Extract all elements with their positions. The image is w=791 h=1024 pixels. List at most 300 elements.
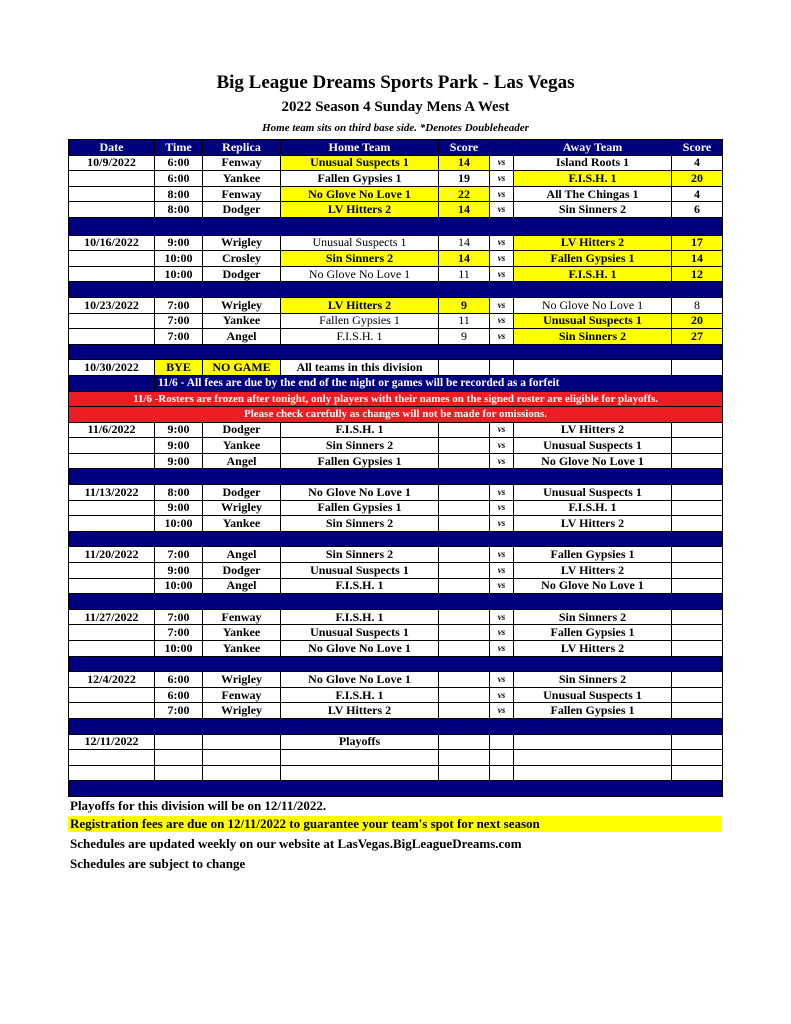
vs-label: vs xyxy=(490,625,514,641)
column-header: Away Team xyxy=(514,140,672,156)
vs-label: vs xyxy=(490,186,514,202)
away-team: No Glove No Love 1 xyxy=(514,578,672,594)
table-row xyxy=(69,186,723,202)
away-team: Sin Sinners 2 xyxy=(514,329,672,345)
away-team: F.I.S.H. 1 xyxy=(514,500,672,516)
page-title: Big League Dreams Sports Park - Las Vegas xyxy=(216,72,575,93)
empty-cell xyxy=(672,438,723,454)
game-date: 11/13/2022 xyxy=(69,485,155,501)
separator-cell xyxy=(69,718,723,734)
table-row xyxy=(69,329,723,345)
home-team: F.I.S.H. 1 xyxy=(281,609,439,625)
empty-cell xyxy=(672,609,723,625)
away-team: Unusual Suspects 1 xyxy=(514,687,672,703)
empty-cell xyxy=(439,516,490,532)
roster-notice-row xyxy=(69,391,723,407)
away-score: 27 xyxy=(672,329,723,345)
empty-cell xyxy=(69,578,155,594)
week-separator xyxy=(69,531,723,547)
away-team: Sin Sinners 2 xyxy=(514,202,672,218)
table-row xyxy=(69,563,723,579)
table-row xyxy=(69,360,723,376)
table-row xyxy=(69,609,723,625)
column-header: Date xyxy=(69,140,155,156)
separator-cell xyxy=(69,282,723,298)
vs-label: vs xyxy=(490,266,514,282)
game-field: Yankee xyxy=(203,313,281,329)
vs-label: vs xyxy=(490,500,514,516)
home-team: Fallen Gypsies 1 xyxy=(281,171,439,187)
empty-cell xyxy=(439,563,490,579)
game-field: Dodger xyxy=(203,266,281,282)
empty-cell xyxy=(69,703,155,719)
game-field: Angel xyxy=(203,453,281,469)
game-time: 8:00 xyxy=(155,485,203,501)
away-team: Unusual Suspects 1 xyxy=(514,438,672,454)
empty-cell xyxy=(514,734,672,750)
empty-cell xyxy=(69,375,155,391)
vs-label: vs xyxy=(490,672,514,688)
empty-cell xyxy=(672,578,723,594)
table-row xyxy=(69,547,723,563)
empty-cell xyxy=(69,750,155,766)
home-team: F.I.S.H. 1 xyxy=(281,578,439,594)
website-footer: Schedules are updated weekly on our website at LasVegas.BigLeagueDreams.com xyxy=(70,836,522,851)
game-time: 8:00 xyxy=(155,186,203,202)
away-score: 8 xyxy=(672,297,723,313)
away-team: Fallen Gypsies 1 xyxy=(514,547,672,563)
away-team: LV Hitters 2 xyxy=(514,235,672,251)
game-date: 11/27/2022 xyxy=(69,609,155,625)
game-time: 10:00 xyxy=(155,516,203,532)
away-team: No Glove No Love 1 xyxy=(514,297,672,313)
table-row xyxy=(69,672,723,688)
empty-cell xyxy=(203,734,281,750)
empty-cell xyxy=(155,734,203,750)
game-field: Wrigley xyxy=(203,703,281,719)
empty-cell xyxy=(281,765,439,781)
home-score: 14 xyxy=(439,155,490,171)
empty-cell xyxy=(672,485,723,501)
schedule-note: Home team sits on third base side. *Denotes Doubleheader xyxy=(262,122,529,134)
empty-cell xyxy=(69,625,155,641)
away-score: 4 xyxy=(672,155,723,171)
home-team: Sin Sinners 2 xyxy=(281,251,439,267)
vs-label: vs xyxy=(490,641,514,657)
home-team: Fallen Gypsies 1 xyxy=(281,313,439,329)
away-team: Fallen Gypsies 1 xyxy=(514,625,672,641)
table-row xyxy=(69,422,723,438)
vs-label: vs xyxy=(490,155,514,171)
empty-cell xyxy=(439,360,490,376)
home-score: 19 xyxy=(439,171,490,187)
home-score: 14 xyxy=(439,235,490,251)
separator-cell xyxy=(69,217,723,233)
week-separator xyxy=(69,217,723,233)
vs-label: vs xyxy=(490,485,514,501)
column-header: Replica xyxy=(203,140,281,156)
empty-cell xyxy=(514,360,672,376)
vs-label: vs xyxy=(490,687,514,703)
empty-cell xyxy=(672,422,723,438)
away-team: Sin Sinners 2 xyxy=(514,672,672,688)
game-field: Wrigley xyxy=(203,672,281,688)
separator-cell xyxy=(69,344,723,360)
vs-label: vs xyxy=(490,171,514,187)
table-row xyxy=(69,313,723,329)
separator-cell xyxy=(69,531,723,547)
game-field: Fenway xyxy=(203,155,281,171)
game-time: 6:00 xyxy=(155,687,203,703)
empty-cell xyxy=(439,438,490,454)
table-row xyxy=(69,453,723,469)
home-team: Sin Sinners 2 xyxy=(281,516,439,532)
vs-label: vs xyxy=(490,453,514,469)
game-date: 11/20/2022 xyxy=(69,547,155,563)
vs-label: vs xyxy=(490,235,514,251)
away-score: 14 xyxy=(672,251,723,267)
game-date: 11/6/2022 xyxy=(69,422,155,438)
empty-cell xyxy=(203,765,281,781)
away-team: LV Hitters 2 xyxy=(514,516,672,532)
roster-notice: Please check carefully as changes will not be made for omissions. xyxy=(69,407,723,423)
empty-cell xyxy=(439,765,490,781)
game-date: 12/4/2022 xyxy=(69,672,155,688)
game-time: 9:00 xyxy=(155,422,203,438)
week-separator xyxy=(69,344,723,360)
empty-cell xyxy=(69,171,155,187)
table-row xyxy=(69,251,723,267)
game-time: 7:00 xyxy=(155,297,203,313)
home-score: 11 xyxy=(439,266,490,282)
empty-cell xyxy=(672,687,723,703)
vs-label: vs xyxy=(490,563,514,579)
game-time: 7:00 xyxy=(155,703,203,719)
away-team: Sin Sinners 2 xyxy=(514,609,672,625)
table-row xyxy=(69,641,723,657)
table-row xyxy=(69,625,723,641)
fees-notice-row xyxy=(69,375,723,391)
empty-cell xyxy=(69,313,155,329)
empty-cell xyxy=(439,578,490,594)
table-row xyxy=(69,687,723,703)
away-team: Unusual Suspects 1 xyxy=(514,485,672,501)
vs-label: vs xyxy=(490,297,514,313)
game-date: 10/16/2022 xyxy=(69,235,155,251)
game-field: Yankee xyxy=(203,516,281,532)
away-team: No Glove No Love 1 xyxy=(514,453,672,469)
empty-cell xyxy=(672,750,723,766)
game-field: Dodger xyxy=(203,485,281,501)
week-separator xyxy=(69,469,723,485)
empty-cell xyxy=(439,547,490,563)
fees-notice: 11/6 - All fees are due by the end of the night or games will be recorded as a forfeit xyxy=(155,375,723,391)
game-time: 7:00 xyxy=(155,329,203,345)
table-row xyxy=(69,765,723,781)
away-team: Fallen Gypsies 1 xyxy=(514,251,672,267)
game-field: Angel xyxy=(203,578,281,594)
vs-label: vs xyxy=(490,329,514,345)
empty-cell xyxy=(439,609,490,625)
game-field: Yankee xyxy=(203,438,281,454)
table-row xyxy=(69,266,723,282)
game-date: 10/30/2022 xyxy=(69,360,155,376)
empty-cell xyxy=(439,453,490,469)
empty-cell xyxy=(672,453,723,469)
table-row xyxy=(69,734,723,750)
table-row xyxy=(69,578,723,594)
empty-cell xyxy=(672,734,723,750)
subject-footer: Schedules are subject to change xyxy=(70,856,246,871)
table-row xyxy=(69,235,723,251)
vs-label: vs xyxy=(490,516,514,532)
home-team: F.I.S.H. 1 xyxy=(281,329,439,345)
week-separator xyxy=(69,781,723,797)
home-team: Unusual Suspects 1 xyxy=(281,235,439,251)
game-time: 7:00 xyxy=(155,547,203,563)
home-team: No Glove No Love 1 xyxy=(281,485,439,501)
empty-cell xyxy=(155,750,203,766)
home-score: 14 xyxy=(439,202,490,218)
away-team: Island Roots 1 xyxy=(514,155,672,171)
game-time: 6:00 xyxy=(155,155,203,171)
away-team: LV Hitters 2 xyxy=(514,641,672,657)
home-team: Unusual Suspects 1 xyxy=(281,155,439,171)
away-score: 20 xyxy=(672,313,723,329)
home-team: LV Hitters 2 xyxy=(281,202,439,218)
empty-cell xyxy=(69,266,155,282)
bye-label: BYE xyxy=(155,360,203,376)
empty-cell xyxy=(69,641,155,657)
vs-label: vs xyxy=(490,609,514,625)
playoffs-label: Playoffs xyxy=(281,734,439,750)
game-time: 10:00 xyxy=(155,578,203,594)
empty-cell xyxy=(490,360,514,376)
column-header xyxy=(490,140,514,156)
empty-cell xyxy=(490,765,514,781)
game-date: 12/11/2022 xyxy=(69,734,155,750)
empty-cell xyxy=(281,750,439,766)
game-field: Yankee xyxy=(203,171,281,187)
empty-cell xyxy=(69,329,155,345)
game-time: 8:00 xyxy=(155,202,203,218)
away-score: 4 xyxy=(672,186,723,202)
vs-label: vs xyxy=(490,578,514,594)
away-score: 6 xyxy=(672,202,723,218)
empty-cell xyxy=(514,750,672,766)
empty-cell xyxy=(69,453,155,469)
table-row xyxy=(69,703,723,719)
game-field: Fenway xyxy=(203,609,281,625)
home-team: Unusual Suspects 1 xyxy=(281,563,439,579)
game-time: 7:00 xyxy=(155,609,203,625)
empty-cell xyxy=(439,687,490,703)
vs-label: vs xyxy=(490,202,514,218)
home-team: Sin Sinners 2 xyxy=(281,547,439,563)
vs-label: vs xyxy=(490,703,514,719)
away-team: Fallen Gypsies 1 xyxy=(514,703,672,719)
game-field: Dodger xyxy=(203,563,281,579)
game-date: 10/9/2022 xyxy=(69,155,155,171)
game-field: Dodger xyxy=(203,202,281,218)
separator-cell xyxy=(69,594,723,610)
empty-cell xyxy=(672,625,723,641)
home-score: 9 xyxy=(439,297,490,313)
empty-cell xyxy=(490,750,514,766)
game-time: 10:00 xyxy=(155,266,203,282)
away-score: 17 xyxy=(672,235,723,251)
table-row xyxy=(69,500,723,516)
empty-cell xyxy=(514,765,672,781)
empty-cell xyxy=(69,202,155,218)
game-time: 9:00 xyxy=(155,235,203,251)
week-separator xyxy=(69,718,723,734)
away-score: 12 xyxy=(672,266,723,282)
home-team: F.I.S.H. 1 xyxy=(281,422,439,438)
game-field: Wrigley xyxy=(203,500,281,516)
away-team: LV Hitters 2 xyxy=(514,422,672,438)
column-header: Home Team xyxy=(281,140,439,156)
game-field: Angel xyxy=(203,329,281,345)
playoffs-footer: Playoffs for this division will be on 12/11/2022. xyxy=(70,798,327,813)
empty-cell xyxy=(672,672,723,688)
empty-cell xyxy=(439,485,490,501)
away-team: LV Hitters 2 xyxy=(514,563,672,579)
column-header: Score xyxy=(672,140,723,156)
schedule-table xyxy=(68,139,723,797)
away-score: 20 xyxy=(672,171,723,187)
table-row xyxy=(69,516,723,532)
empty-cell xyxy=(672,547,723,563)
game-field: Wrigley xyxy=(203,235,281,251)
home-team: F.I.S.H. 1 xyxy=(281,687,439,703)
no-game-label: NO GAME xyxy=(203,360,281,376)
home-score: 9 xyxy=(439,329,490,345)
empty-cell xyxy=(69,563,155,579)
empty-cell xyxy=(439,500,490,516)
separator-cell xyxy=(69,656,723,672)
vs-label: vs xyxy=(490,438,514,454)
game-time: 10:00 xyxy=(155,251,203,267)
away-team: All The Chingas 1 xyxy=(514,186,672,202)
empty-cell xyxy=(672,500,723,516)
empty-cell xyxy=(439,672,490,688)
table-row xyxy=(69,750,723,766)
empty-cell xyxy=(672,641,723,657)
column-header: Score xyxy=(439,140,490,156)
empty-cell xyxy=(155,765,203,781)
empty-cell xyxy=(69,251,155,267)
table-row xyxy=(69,485,723,501)
table-row xyxy=(69,438,723,454)
game-field: Crosley xyxy=(203,251,281,267)
empty-cell xyxy=(672,563,723,579)
home-team: No Glove No Love 1 xyxy=(281,266,439,282)
game-time: 7:00 xyxy=(155,313,203,329)
game-time: 7:00 xyxy=(155,625,203,641)
empty-cell xyxy=(672,516,723,532)
empty-cell xyxy=(490,734,514,750)
roster-notice-row xyxy=(69,407,723,423)
page-subtitle: 2022 Season 4 Sunday Mens A West xyxy=(281,99,510,115)
empty-cell xyxy=(672,360,723,376)
away-team: Unusual Suspects 1 xyxy=(514,313,672,329)
vs-label: vs xyxy=(490,251,514,267)
game-time: 9:00 xyxy=(155,563,203,579)
home-team: Sin Sinners 2 xyxy=(281,438,439,454)
game-field: Yankee xyxy=(203,625,281,641)
empty-cell xyxy=(203,750,281,766)
column-header: Time xyxy=(155,140,203,156)
table-row xyxy=(69,171,723,187)
week-separator xyxy=(69,656,723,672)
vs-label: vs xyxy=(490,313,514,329)
empty-cell xyxy=(439,703,490,719)
separator-cell xyxy=(69,781,723,797)
empty-cell xyxy=(672,765,723,781)
game-field: Dodger xyxy=(203,422,281,438)
game-time: 9:00 xyxy=(155,453,203,469)
vs-label: vs xyxy=(490,422,514,438)
roster-notice: 11/6 -Rosters are frozen after tonight, only players with their names on the signed roster are eligible for playoffs. xyxy=(69,391,723,407)
table-row xyxy=(69,297,723,313)
game-field: Wrigley xyxy=(203,297,281,313)
away-team: F.I.S.H. 1 xyxy=(514,266,672,282)
game-time: 6:00 xyxy=(155,171,203,187)
home-team: No Glove No Love 1 xyxy=(281,672,439,688)
table-row xyxy=(69,155,723,171)
empty-cell xyxy=(439,734,490,750)
registration-footer: Registration fees are due on 12/11/2022 to guarantee your team's spot for next season xyxy=(68,816,722,832)
home-score: 14 xyxy=(439,251,490,267)
bye-note: All teams in this division xyxy=(281,360,439,376)
table-header-row xyxy=(69,140,723,156)
week-separator xyxy=(69,282,723,298)
game-date: 10/23/2022 xyxy=(69,297,155,313)
separator-cell xyxy=(69,469,723,485)
game-time: 10:00 xyxy=(155,641,203,657)
empty-cell xyxy=(69,500,155,516)
empty-cell xyxy=(69,516,155,532)
home-team: No Glove No Love 1 xyxy=(281,641,439,657)
home-team: Fallen Gypsies 1 xyxy=(281,500,439,516)
empty-cell xyxy=(672,703,723,719)
home-team: Unusual Suspects 1 xyxy=(281,625,439,641)
table-row xyxy=(69,202,723,218)
home-team: LV Hitters 2 xyxy=(281,297,439,313)
empty-cell xyxy=(439,422,490,438)
week-separator xyxy=(69,594,723,610)
home-team: LV Hitters 2 xyxy=(281,703,439,719)
empty-cell xyxy=(439,750,490,766)
empty-cell xyxy=(69,186,155,202)
away-team: F.I.S.H. 1 xyxy=(514,171,672,187)
game-time: 6:00 xyxy=(155,672,203,688)
game-time: 9:00 xyxy=(155,500,203,516)
home-team: Fallen Gypsies 1 xyxy=(281,453,439,469)
home-score: 22 xyxy=(439,186,490,202)
game-field: Yankee xyxy=(203,641,281,657)
empty-cell xyxy=(439,625,490,641)
empty-cell xyxy=(69,438,155,454)
vs-label: vs xyxy=(490,547,514,563)
home-score: 11 xyxy=(439,313,490,329)
game-field: Fenway xyxy=(203,687,281,703)
game-time: 9:00 xyxy=(155,438,203,454)
empty-cell xyxy=(69,765,155,781)
home-team: No Glove No Love 1 xyxy=(281,186,439,202)
game-field: Fenway xyxy=(203,186,281,202)
